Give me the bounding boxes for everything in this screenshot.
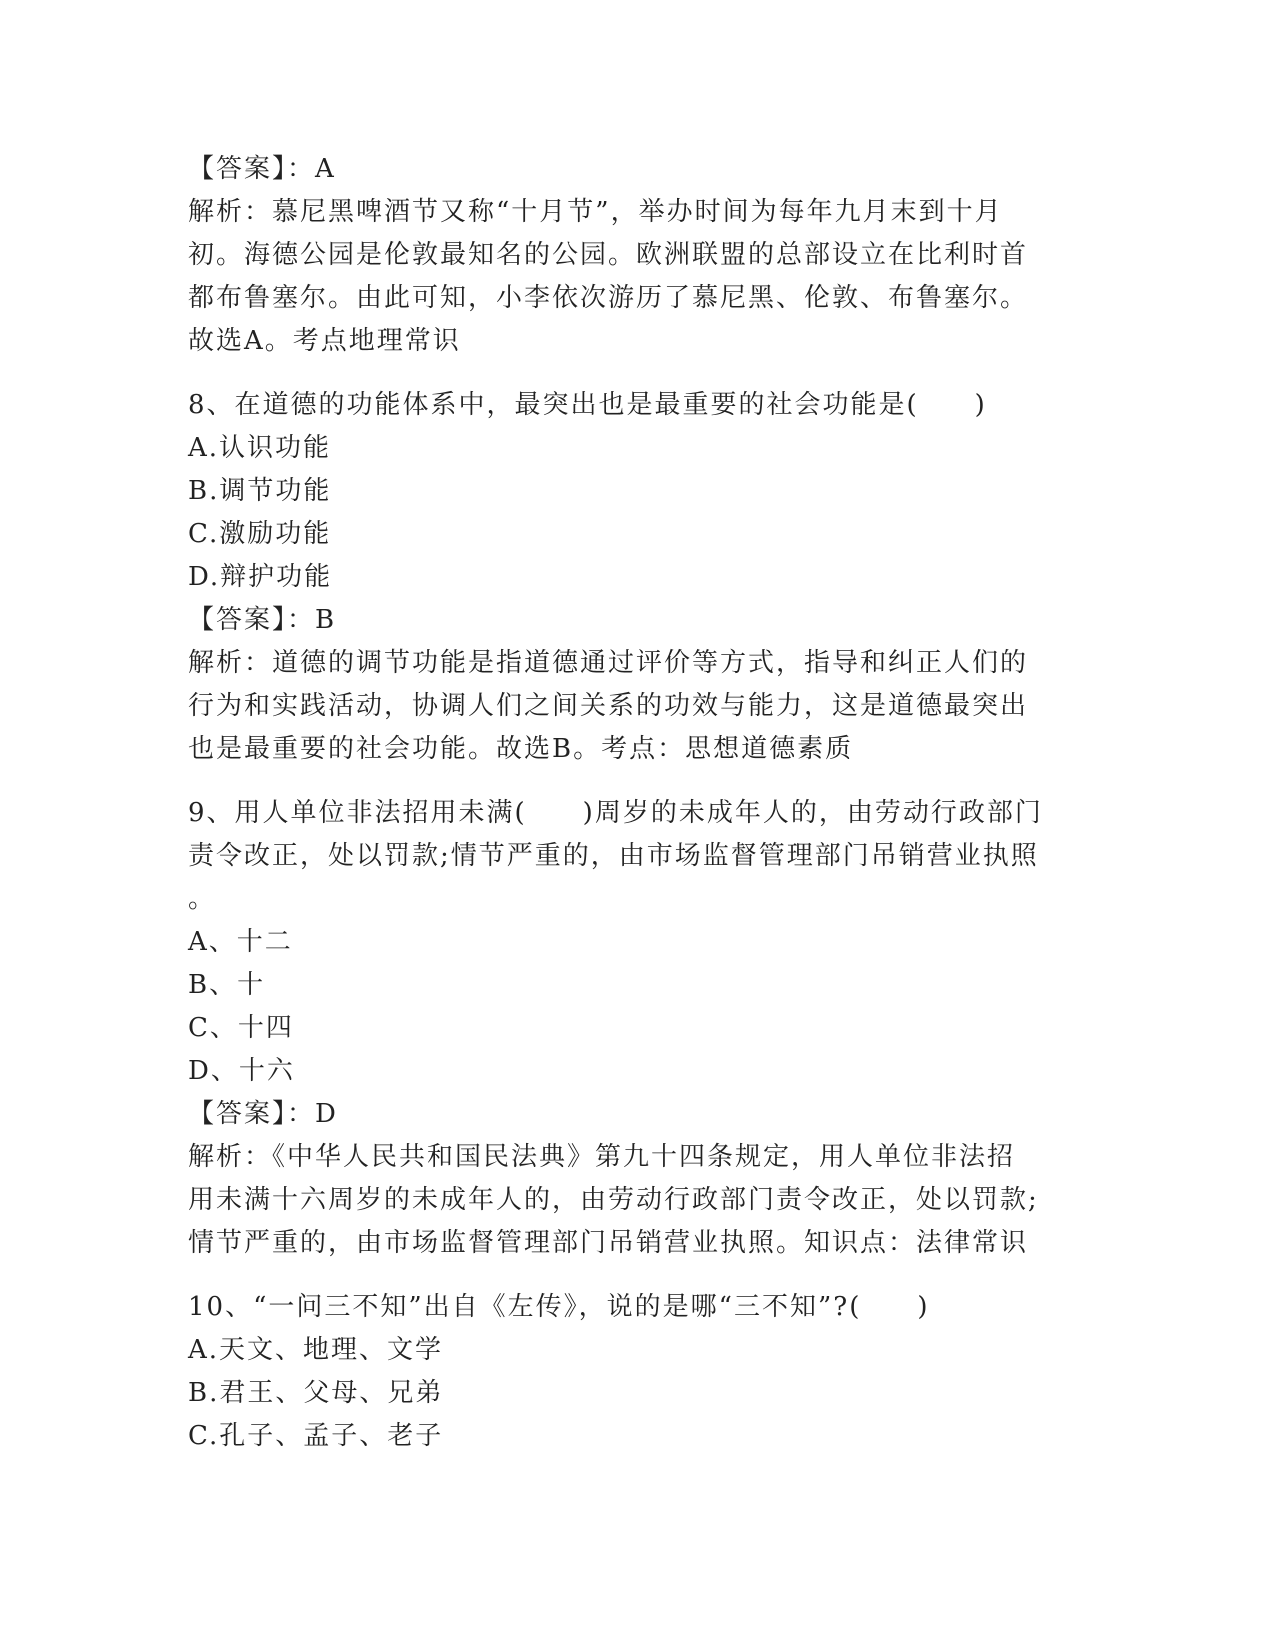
q9-explanation-line: 解析：《中华人民共和国民法典》第九十四条规定，用人单位非法招 <box>188 1142 1016 1172</box>
q9-option-b: B、十 <box>188 970 266 1000</box>
q9-explanation <box>188 1136 1088 1265</box>
q7-answer: 【答案】：A <box>188 154 336 184</box>
q9-option-d: D、十六 <box>188 1056 295 1086</box>
q10-option-c: C.孔子、孟子、老子 <box>188 1421 444 1451</box>
q9-question-line: 。 <box>188 884 217 914</box>
question-10-section <box>188 1286 1088 1458</box>
q8-option-c: C.激励功能 <box>188 519 332 549</box>
q7-explanation <box>188 191 1088 363</box>
q10-option-a: A.天文、地理、文学 <box>188 1335 444 1365</box>
document-content <box>188 148 1088 1458</box>
q8-explanation <box>188 642 1088 771</box>
q8-explanation-line: 解析：道德的调节功能是指道德通过评价等方式，指导和纠正人们的 <box>188 648 1029 678</box>
q9-option-c: C、十四 <box>188 1013 294 1043</box>
question-7-section <box>188 148 1088 363</box>
q9-question-line: 责令改正，处以罚款;情节严重的，由市场监督管理部门吊销营业执照 <box>188 841 1039 871</box>
q10-option-b: B.君王、父母、兄弟 <box>188 1378 444 1408</box>
q10-question: 10、“一问三不知”出自《左传》，说的是哪“三不知”?( ) <box>188 1292 930 1322</box>
q8-option-d: D.辩护功能 <box>188 562 333 592</box>
q9-question-line: 9、用人单位非法招用未满( )周岁的未成年人的，由劳动行政部门 <box>188 798 1043 828</box>
question-9-section <box>188 792 1088 1265</box>
q9-answer: 【答案】：D <box>188 1099 338 1129</box>
q7-explanation-line: 初。海德公园是伦敦最知名的公园。欧洲联盟的总部设立在比利时首 <box>188 240 1029 270</box>
q9-explanation-line: 情节严重的，由市场监督管理部门吊销营业执照。知识点：法律常识 <box>188 1228 1029 1258</box>
q9-explanation-line: 用未满十六周岁的未成年人的，由劳动行政部门责令改正，处以罚款; <box>188 1185 1039 1215</box>
q8-explanation-line: 也是最重要的社会功能。故选B。考点：思想道德素质 <box>188 734 854 764</box>
q7-explanation-line: 故选A。考点地理常识 <box>188 326 461 356</box>
q8-explanation-line: 行为和实践活动，协调人们之间关系的功效与能力，这是道德最突出 <box>188 691 1029 721</box>
q7-explanation-line: 都布鲁塞尔。由此可知，小李依次游历了慕尼黑、伦敦、布鲁塞尔。 <box>188 283 1029 313</box>
q7-explanation-line: 解析：慕尼黑啤酒节又称“十月节”，举办时间为每年九月末到十月 <box>188 197 1003 227</box>
section-gap <box>188 771 1088 792</box>
q8-question: 8、在道德的功能体系中，最突出也是最重要的社会功能是( ) <box>188 390 987 420</box>
q8-option-a: A.认识功能 <box>188 433 332 463</box>
q8-option-b: B.调节功能 <box>188 476 332 506</box>
q8-answer: 【答案】：B <box>188 605 337 635</box>
question-8-section <box>188 384 1088 771</box>
section-gap <box>188 363 1088 384</box>
q9-option-a: A、十二 <box>188 927 293 957</box>
section-gap <box>188 1265 1088 1286</box>
